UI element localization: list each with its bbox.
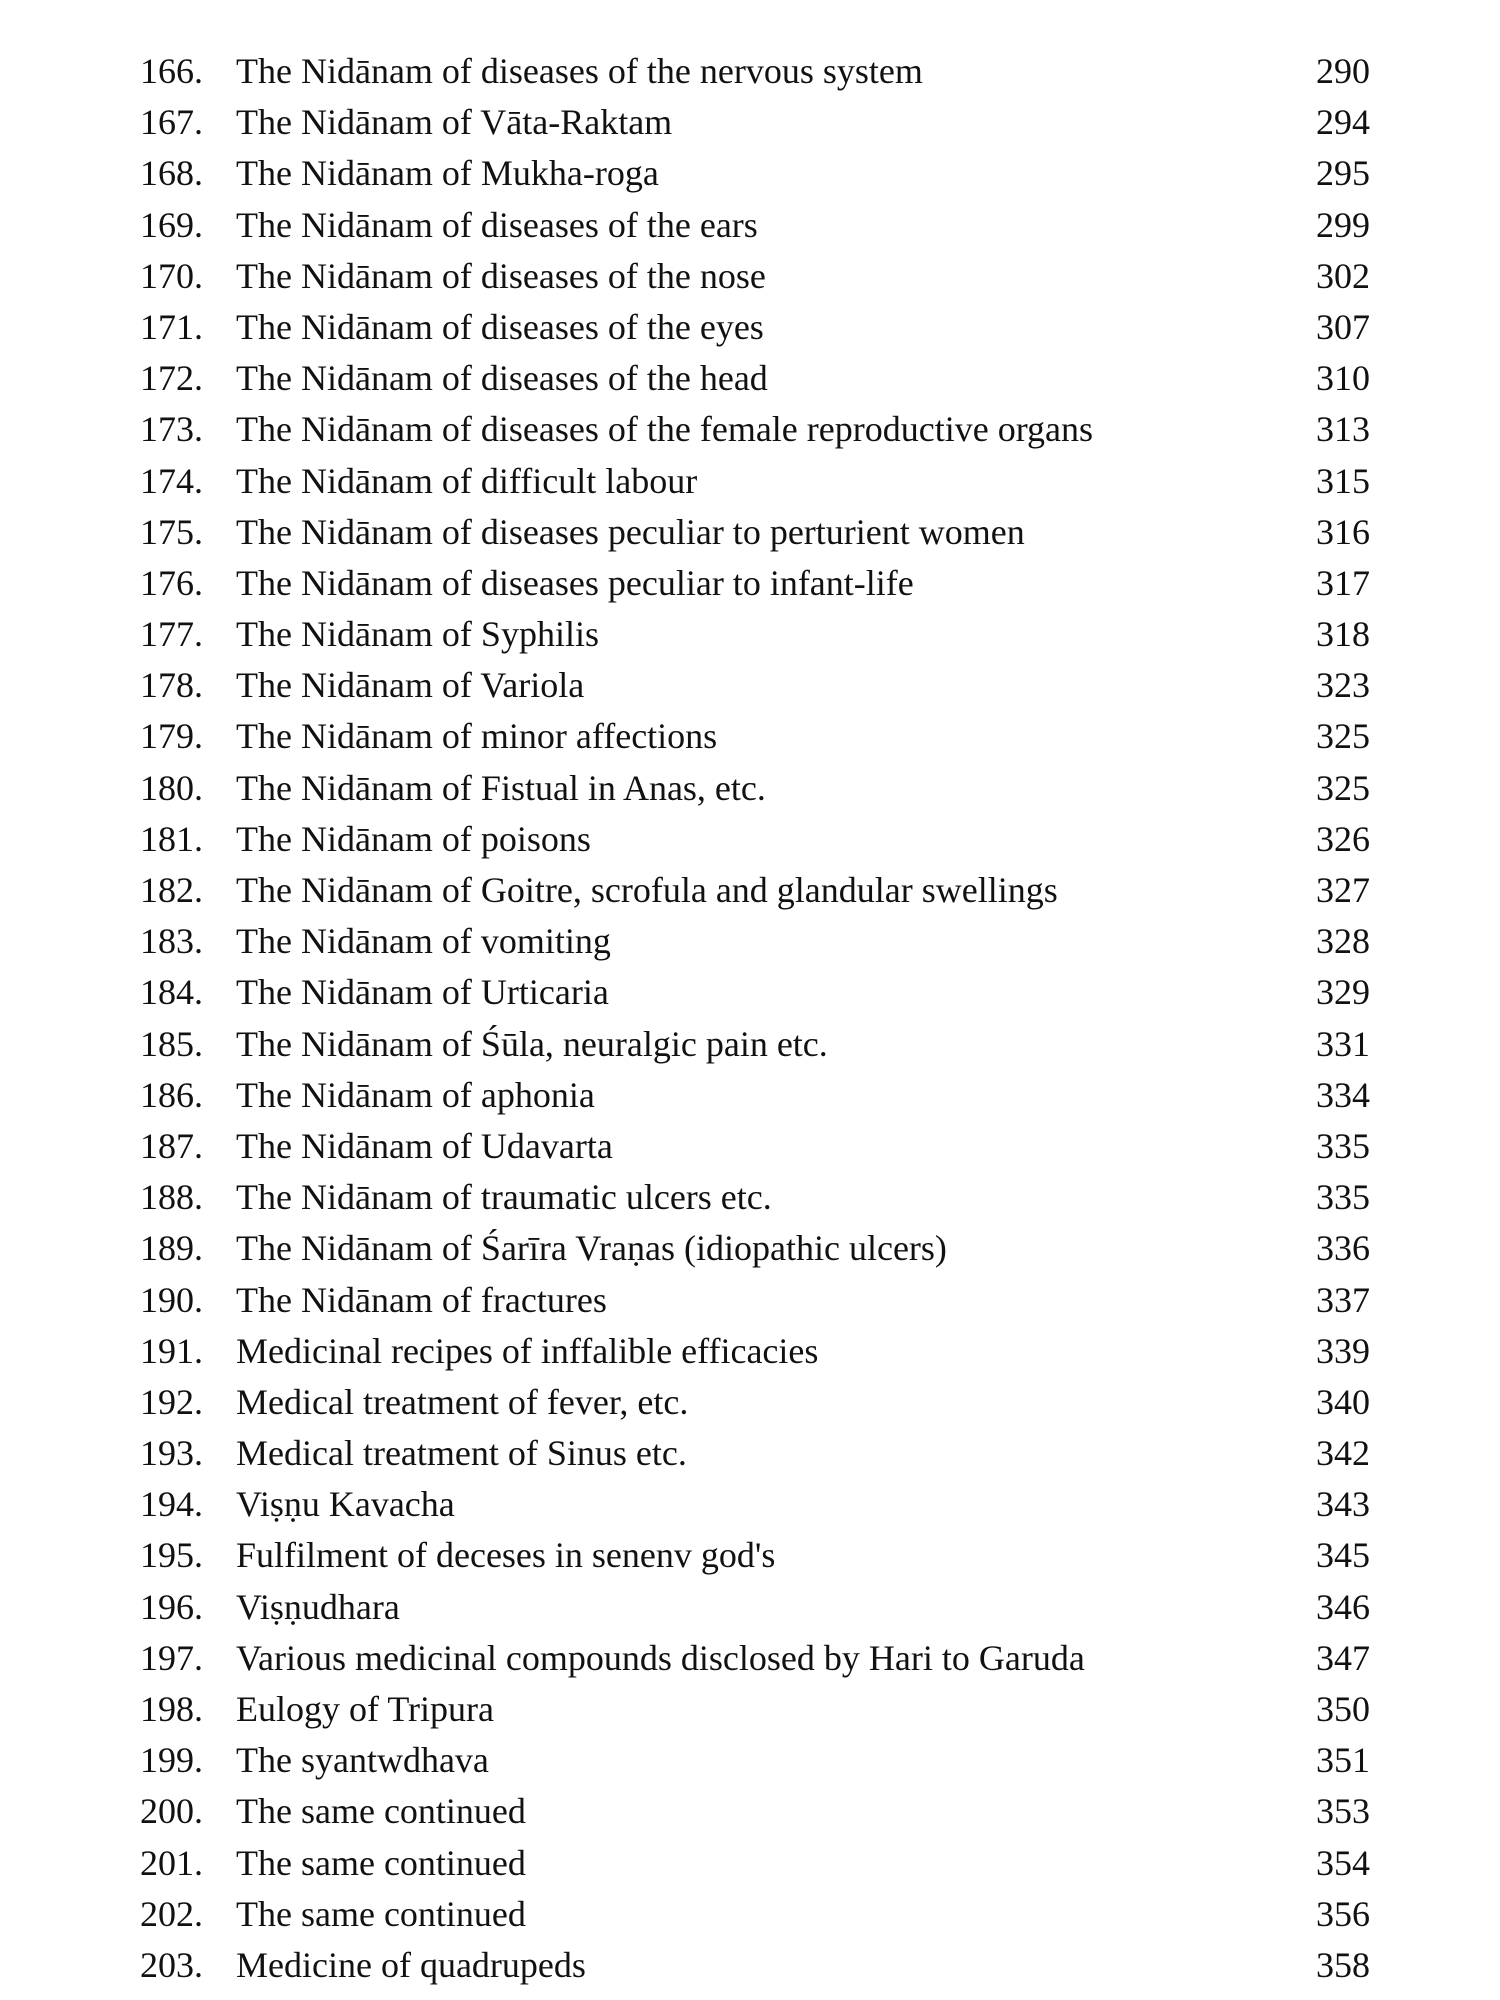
chapter-title: The Nidānam of poisons	[236, 818, 591, 859]
page-number: 354	[1316, 1842, 1370, 1883]
toc-entry	[0, 1428, 1500, 1479]
chapter-title: The syantwdhava	[236, 1740, 489, 1781]
page-number: 299	[1316, 204, 1370, 245]
toc-entry	[0, 1172, 1500, 1223]
toc-entry	[0, 1275, 1500, 1326]
toc-entry	[0, 1377, 1500, 1428]
toc-entry	[0, 1326, 1500, 1377]
toc-entry	[0, 251, 1500, 302]
toc-entry	[0, 916, 1500, 967]
chapter-number: 172.	[140, 358, 203, 399]
chapter-number: 200.	[140, 1791, 203, 1832]
chapter-title: The Nidānam of diseases of the nervous system	[236, 51, 923, 91]
chapter-title: The Nidānam of Śarīra Vraṇas (idiopathic ulcers)	[236, 1228, 947, 1269]
chapter-title: The Nidānam of fractures	[236, 1279, 607, 1320]
chapter-title: Medicine of quadrupeds	[236, 1944, 586, 1985]
chapter-title: The Nidānam of diseases of the female reproductive organs	[236, 409, 1094, 450]
toc-entry	[0, 97, 1500, 148]
page-number: 345	[1316, 1535, 1370, 1576]
page-number: 339	[1316, 1330, 1370, 1371]
toc-entry	[0, 1530, 1500, 1581]
chapter-title: The Nidānam of traumatic ulcers etc.	[236, 1177, 772, 1218]
toc-entry	[0, 302, 1500, 353]
page-number: 350	[1316, 1689, 1370, 1729]
toc-entry	[0, 711, 1500, 762]
toc-entry	[0, 1019, 1500, 1070]
toc-entry	[0, 353, 1500, 404]
chapter-title: The Nidānam of Śūla, neuralgic pain etc.	[236, 1023, 828, 1064]
chapter-number: 199.	[140, 1740, 203, 1781]
page-number: 331	[1316, 1023, 1370, 1064]
page-number: 335	[1316, 1125, 1370, 1166]
toc-entry	[0, 1735, 1500, 1786]
toc-entry	[0, 865, 1500, 916]
page-number: 335	[1316, 1177, 1370, 1218]
chapter-number: 195.	[140, 1535, 203, 1576]
toc-entry	[0, 1479, 1500, 1530]
page-number: 310	[1316, 358, 1370, 399]
page-number: 295	[1316, 153, 1370, 194]
chapter-number: 167.	[140, 102, 203, 143]
toc-entry	[0, 456, 1500, 507]
chapter-title: The Nidānam of diseases of the eyes	[236, 306, 764, 347]
chapter-number: 190.	[140, 1279, 203, 1320]
toc-entry	[0, 1889, 1500, 1940]
page-number: 358	[1316, 1944, 1370, 1985]
chapter-number: 194.	[140, 1484, 203, 1525]
page-number: 318	[1316, 614, 1370, 655]
toc-entry	[0, 1786, 1500, 1837]
chapter-title: Medical treatment of fever, etc.	[236, 1381, 689, 1422]
chapter-title: Viṣṇu Kavacha	[236, 1484, 455, 1525]
chapter-title: Medicinal recipes of inffalible efficacies	[236, 1330, 819, 1371]
chapter-number: 198.	[140, 1689, 203, 1729]
toc-entry	[0, 609, 1500, 660]
chapter-number: 202.	[140, 1893, 203, 1934]
chapter-number: 183.	[140, 921, 203, 962]
page-number: 351	[1316, 1740, 1370, 1781]
chapter-title: The Nidānam of Variola	[236, 665, 585, 706]
chapter-number: 186.	[140, 1074, 203, 1115]
page-number: 315	[1316, 460, 1370, 501]
page-number: 323	[1316, 665, 1370, 706]
chapter-title: The Nidānam of Udavarta	[236, 1125, 613, 1166]
chapter-number: 203.	[140, 1944, 203, 1985]
chapter-title: The Nidānam of diseases peculiar to perturient women	[236, 511, 1025, 552]
header-fragment	[740, 0, 900, 8]
chapter-number: 169.	[140, 204, 203, 245]
chapter-number: 170.	[140, 255, 203, 296]
chapter-title: Viṣṇudhara	[236, 1586, 400, 1627]
chapter-number: 184.	[140, 972, 203, 1013]
chapter-number: 178.	[140, 665, 203, 706]
page-number: 290	[1316, 51, 1370, 91]
toc-entry	[0, 1223, 1500, 1274]
page-number: 325	[1316, 716, 1370, 757]
chapter-number: 171.	[140, 306, 203, 347]
toc-entry	[0, 967, 1500, 1018]
page-number: 302	[1316, 255, 1370, 296]
page-number: 316	[1316, 511, 1370, 552]
chapter-number: 168.	[140, 153, 203, 194]
chapter-title: The Nidānam of aphonia	[236, 1074, 595, 1115]
page-number: 329	[1316, 972, 1370, 1013]
page-number: 327	[1316, 870, 1370, 910]
chapter-number: 197.	[140, 1637, 203, 1678]
page-number: 294	[1316, 102, 1370, 143]
page-number: 356	[1316, 1893, 1370, 1934]
page-number: 347	[1316, 1637, 1370, 1678]
chapter-number: 180.	[140, 767, 203, 808]
table-of-contents	[0, 46, 1500, 1991]
toc-entry	[0, 558, 1500, 609]
chapter-title: The Nidānam of diseases of the head	[236, 358, 768, 399]
toc-entry	[0, 200, 1500, 251]
chapter-title: The Nidānam of Vāta-Raktam	[236, 102, 673, 143]
chapter-title: Various medicinal compounds disclosed by Hari to Garuda	[236, 1637, 1085, 1678]
page-number: 346	[1316, 1586, 1370, 1627]
chapter-number: 182.	[140, 870, 203, 910]
chapter-title: The Nidānam of Urticaria	[236, 972, 609, 1013]
chapter-number: 192.	[140, 1381, 203, 1422]
chapter-title: The Nidānam of diseases of the nose	[236, 255, 766, 296]
toc-entry	[0, 148, 1500, 199]
chapter-title: The Nidānam of diseases peculiar to infant-life	[236, 562, 914, 603]
chapter-number: 189.	[140, 1228, 203, 1269]
chapter-number: 196.	[140, 1586, 203, 1627]
toc-entry	[0, 1582, 1500, 1633]
page-number: 353	[1316, 1791, 1370, 1832]
chapter-number: 173.	[140, 409, 203, 450]
toc-entry	[0, 1121, 1500, 1172]
chapter-title: The Nidānam of diseases of the ears	[236, 204, 758, 245]
chapter-number: 176.	[140, 562, 203, 603]
chapter-title: The same continued	[236, 1842, 526, 1883]
toc-entry	[0, 1838, 1500, 1889]
chapter-number: 191.	[140, 1330, 203, 1371]
chapter-title: The Nidānam of vomiting	[236, 921, 611, 962]
chapter-number: 179.	[140, 716, 203, 757]
toc-entry	[0, 507, 1500, 558]
chapter-title: The same continued	[236, 1893, 526, 1934]
toc-entry	[0, 1070, 1500, 1121]
page-number: 343	[1316, 1484, 1370, 1525]
toc-entry	[0, 46, 1500, 97]
toc-entry	[0, 814, 1500, 865]
chapter-title: The Nidānam of minor affections	[236, 716, 718, 757]
page-number: 307	[1316, 306, 1370, 347]
page-number: 334	[1316, 1074, 1370, 1115]
chapter-number: 174.	[140, 460, 203, 501]
chapter-number: 188.	[140, 1177, 203, 1218]
page-number: 317	[1316, 562, 1370, 603]
page-number: 326	[1316, 818, 1370, 859]
chapter-title: Medical treatment of Sinus etc.	[236, 1433, 687, 1474]
chapter-title: Eulogy of Tripura	[236, 1689, 495, 1729]
toc-entry	[0, 1940, 1500, 1991]
toc-entry	[0, 1633, 1500, 1684]
toc-entry	[0, 660, 1500, 711]
chapter-number: 181.	[140, 818, 203, 859]
page-number: 342	[1316, 1433, 1370, 1474]
chapter-title: The Nidānam of difficult labour	[236, 460, 698, 501]
page-number: 340	[1316, 1381, 1370, 1422]
chapter-title: The Nidānam of Syphilis	[236, 614, 599, 655]
chapter-title: The Nidānam of Goitre, scrofula and glandular swellings	[236, 870, 1058, 910]
chapter-title: The same continued	[236, 1791, 526, 1832]
toc-entry	[0, 763, 1500, 814]
page-number: 325	[1316, 767, 1370, 808]
chapter-number: 166.	[140, 51, 203, 91]
page-number: 336	[1316, 1228, 1370, 1269]
chapter-number: 175.	[140, 511, 203, 552]
chapter-title: The Nidānam of Mukha-roga	[236, 153, 659, 194]
chapter-number: 177.	[140, 614, 203, 655]
toc-entry	[0, 1684, 1500, 1735]
chapter-title: Fulfilment of deceses in senenv god's	[236, 1535, 776, 1576]
chapter-number: 185.	[140, 1023, 203, 1064]
chapter-title: The Nidānam of Fistual in Anas, etc.	[236, 767, 766, 808]
page-number: 328	[1316, 921, 1370, 962]
chapter-number: 193.	[140, 1433, 203, 1474]
page-number: 337	[1316, 1279, 1370, 1320]
chapter-number: 201.	[140, 1842, 203, 1883]
chapter-number: 187.	[140, 1125, 203, 1166]
toc-entry	[0, 404, 1500, 455]
page-number: 313	[1316, 409, 1370, 450]
